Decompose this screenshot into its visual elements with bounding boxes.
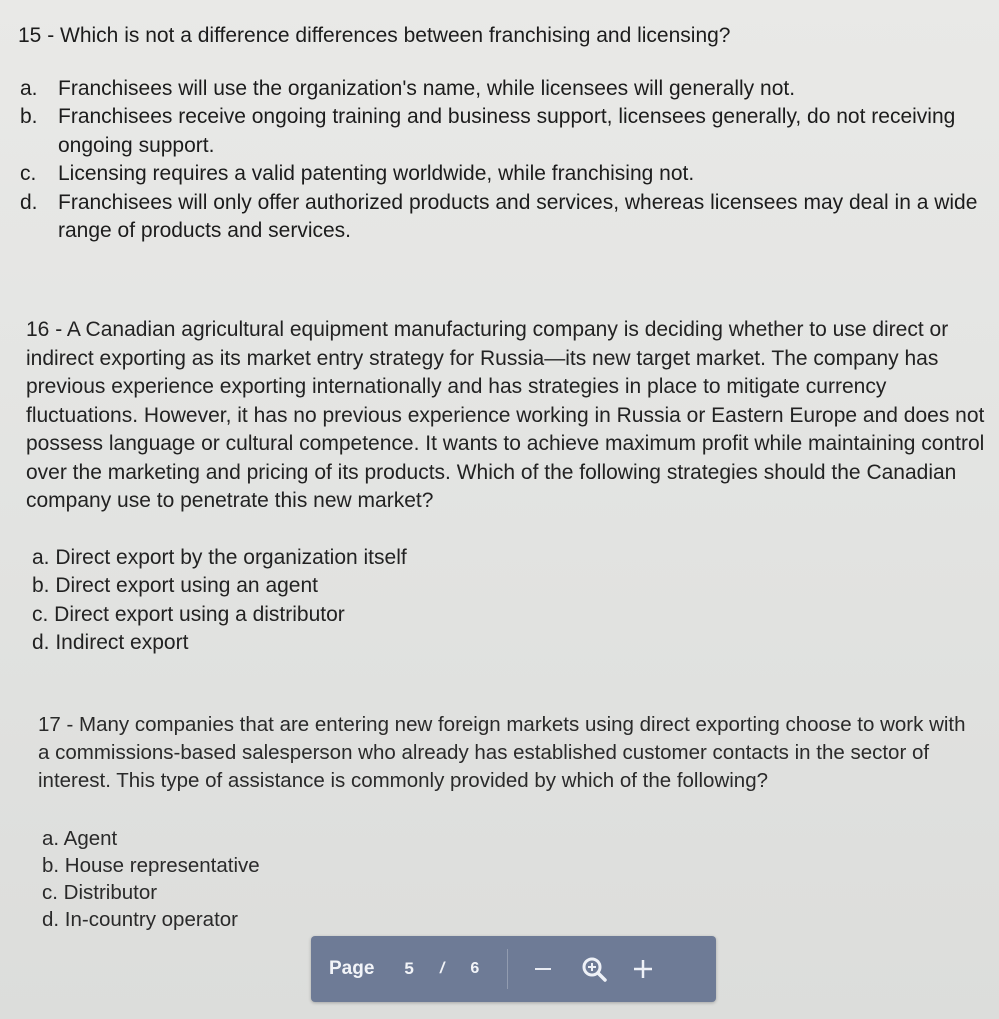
toolbar-divider: [507, 949, 508, 989]
zoom-out-button[interactable]: [528, 954, 558, 984]
question-15-option-d: [18, 189, 993, 246]
plus-icon: [631, 957, 655, 981]
question-16-option-a: a. Direct export by the organization itself: [32, 545, 407, 569]
question-15-option-b: [18, 103, 993, 160]
question-16-option-d: d. Indirect export: [32, 631, 189, 654]
page-label: Page: [329, 958, 375, 979]
option-text: Franchisees receive ongoing training and business support, licensees generally, do not receiving ongoing support.: [58, 105, 956, 157]
question-17-option-b: b. House representative: [42, 854, 260, 877]
page-separator: /: [439, 960, 445, 977]
option-text: Franchisees will only offer authorized products and services, whereas licensees may deal in a wide range of products and services.: [58, 190, 978, 242]
zoom-in-button[interactable]: [628, 954, 658, 984]
question-15-option-c: [18, 160, 993, 189]
question-15-options: [18, 75, 993, 246]
zoom-button[interactable]: [578, 953, 610, 985]
pdf-toolbar: [311, 936, 716, 1002]
question-16-option-b: b. Direct export using an agent: [32, 574, 319, 597]
current-page-number[interactable]: 5: [404, 959, 414, 978]
question-15-option-a: [18, 75, 993, 104]
question-17-options: [38, 825, 968, 933]
option-letter: a.: [20, 76, 38, 100]
question-17-option-a: a. Agent: [42, 827, 118, 850]
question-15: [18, 22, 993, 246]
question-16-option-c: c. Direct export using a distributor: [32, 602, 345, 626]
option-letter: d.: [20, 190, 38, 214]
question-17-stem: 17 - Many companies that are entering new foreign markets using direct exporting choose to work with a commissions-based salesperson who already has established customer contacts in the sector of interest. This type of assistance is commonly provided by which of the following?: [38, 713, 966, 792]
question-16-stem: 16 - A Canadian agricultural equipment manufacturing company is deciding whether to use direct or indirect exporting as its market entry strategy for Russia—its new target market. The company has previous experience exporting internationally and has strategies in place to mitigate currency fluctuations. However, it has no previous experience working in Russia or Eastern Europe and does not possess language or cultural competence. It wants to achieve maximum profit while maintaining control over the marketing and pricing of its products. Which of the following strategies should the Canadian company use to penetrate this new market?: [26, 318, 985, 512]
question-16-options: [26, 544, 986, 658]
question-17: [38, 711, 968, 933]
total-pages: 6: [470, 960, 480, 977]
magnifier-icon: [580, 955, 608, 983]
question-15-stem: 15 - Which is not a difference differences between franchising and licensing?: [18, 24, 731, 47]
question-17-option-d: d. In-country operator: [42, 908, 238, 931]
option-letter: b.: [20, 105, 38, 128]
option-letter: c.: [20, 162, 37, 185]
question-17-option-c: c. Distributor: [42, 881, 158, 904]
minus-icon: [535, 968, 551, 970]
question-16: [26, 316, 986, 658]
option-text: Licensing requires a valid patenting worldwide, while franchising not.: [58, 162, 695, 185]
option-text: Franchisees will use the organization's name, while licensees will generally not.: [58, 76, 796, 100]
